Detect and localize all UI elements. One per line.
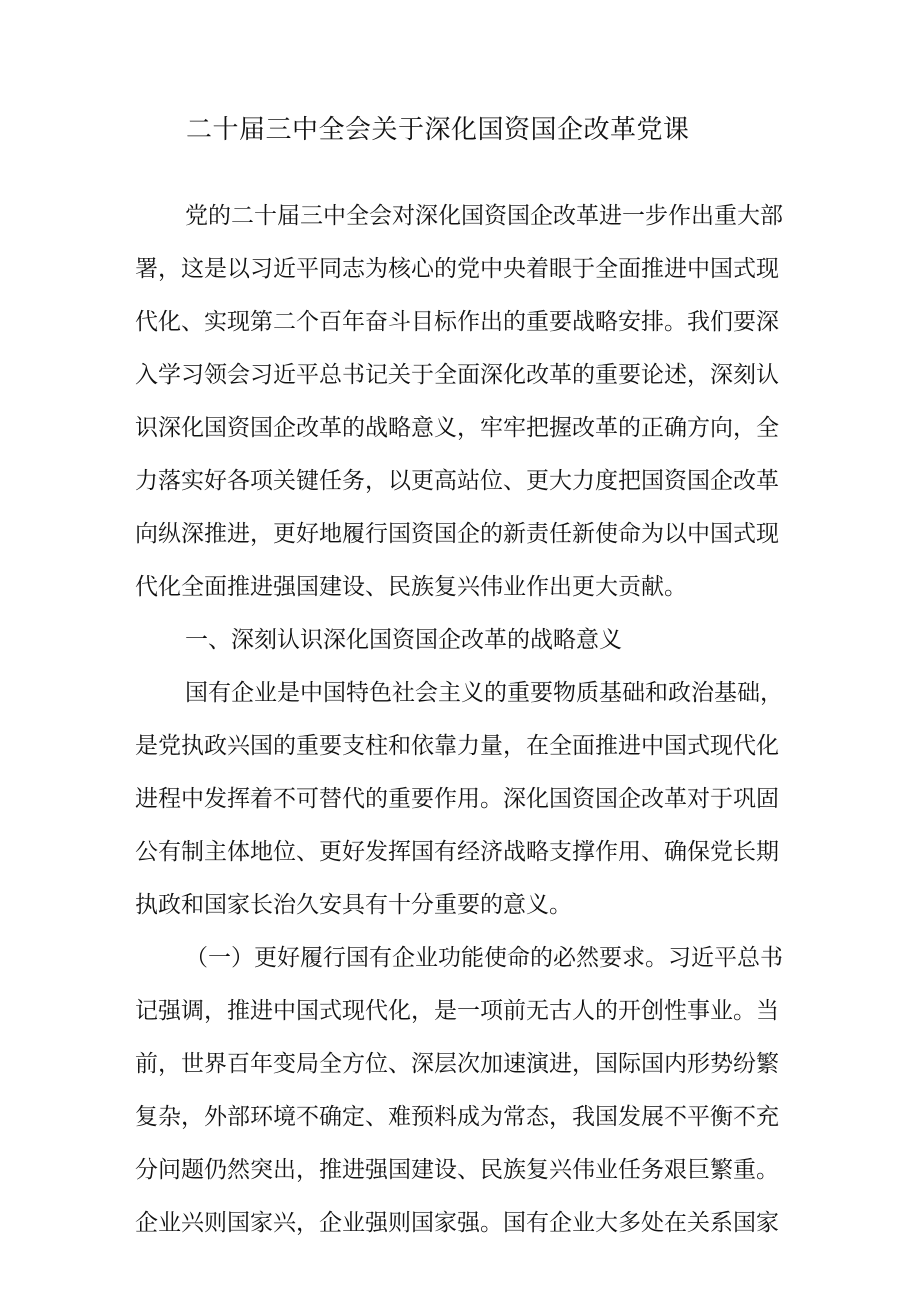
document-title: 二十届三中全会关于深化国资国企改革党课 xyxy=(186,115,690,145)
paragraph-line: 向纵深推进，更好地履行国资国企的新责任新使命为以中国式现 xyxy=(135,521,779,547)
document-body xyxy=(135,190,790,1250)
paragraph-line: 署，这是以习近平同志为核心的党中央着眼于全面推进中国式现 xyxy=(135,256,779,282)
paragraph-line: 代化、实现第二个百年奋斗目标作出的重要战略安排。我们要深 xyxy=(135,309,779,335)
paragraph-line: 识深化国资国企改革的战略意义，牢牢把握改革的正确方向，全 xyxy=(135,415,779,441)
paragraph-line: 国有企业是中国特色社会主义的重要物质基础和政治基础， xyxy=(185,680,783,706)
paragraph-line: 入学习领会习近平总书记关于全面深化改革的重要论述，深刻认 xyxy=(135,362,779,388)
subsection-heading-line: （一）更好履行国有企业功能使命的必然要求。习近平总书 xyxy=(185,945,783,971)
paragraph-line: 力落实好各项关键任务，以更高站位、更大力度把国资国企改革 xyxy=(135,468,779,494)
paragraph-line: 企业兴则国家兴，企业强则国家强。国有企业大多处在关系国家 xyxy=(135,1210,779,1236)
paragraph-line: 记强调，推进中国式现代化，是一项前无古人的开创性事业。当 xyxy=(135,998,779,1024)
paragraph-line: 复杂，外部环境不确定、难预料成为常态，我国发展不平衡不充 xyxy=(135,1104,779,1130)
paragraph-line: 公有制主体地位、更好发挥国有经济战略支撑作用、确保党长期 xyxy=(135,839,779,865)
section-heading: 一、深刻认识深化国资国企改革的战略意义 xyxy=(185,627,622,653)
paragraph-line: 是党执政兴国的重要支柱和依靠力量，在全面推进中国式现代化 xyxy=(135,733,779,759)
paragraph-line: 前，世界百年变局全方位、深层次加速演进，国际国内形势纷繁 xyxy=(135,1051,779,1077)
paragraph-line: 党的二十届三中全会对深化国资国企改革进一步作出重大部 xyxy=(185,203,783,229)
paragraph-line: 分问题仍然突出，推进强国建设、民族复兴伟业任务艰巨繁重。 xyxy=(135,1157,779,1183)
paragraph-line: 执政和国家长治久安具有十分重要的意义。 xyxy=(135,892,572,918)
paragraph-line: 代化全面推进强国建设、民族复兴伟业作出更大贡献。 xyxy=(135,574,687,600)
paragraph-line: 进程中发挥着不可替代的重要作用。深化国资国企改革对于巩固 xyxy=(135,786,779,812)
